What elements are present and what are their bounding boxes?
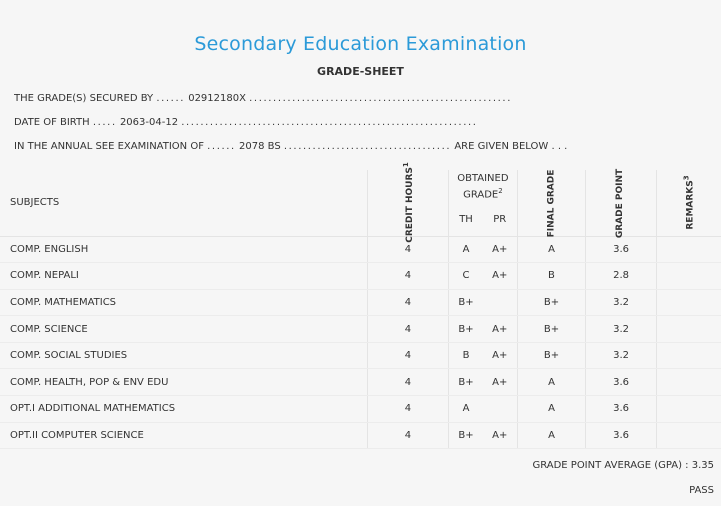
remarks-cell — [656, 396, 721, 423]
subject-cell: COMP. SCIENCE — [0, 316, 367, 343]
grade-point-cell: 3.6 — [586, 369, 656, 396]
table-row — [0, 316, 721, 343]
table-row — [0, 422, 721, 449]
th-grade-cell: B+ — [449, 422, 483, 449]
final-grade-cell: B+ — [517, 342, 586, 369]
final-grade-cell: A — [517, 369, 586, 396]
result-status: PASS — [689, 485, 714, 496]
credit-cell: 4 — [367, 263, 449, 290]
grade-point-cell: 3.6 — [586, 422, 656, 449]
table-row — [0, 289, 721, 316]
grade-point-cell: 3.6 — [586, 236, 656, 263]
th-grade-cell: B+ — [449, 316, 483, 343]
pr-header: PR — [483, 204, 517, 236]
pr-grade-cell: A+ — [483, 236, 517, 263]
page-subtitle: GRADE-SHEET — [317, 65, 404, 78]
grade-secured-label: THE GRADE(S) SECURED BY — [14, 93, 154, 104]
remarks-cell — [656, 316, 721, 343]
final-grade-cell: B — [517, 263, 586, 290]
pr-grade-cell: A+ — [483, 342, 517, 369]
pr-grade-cell: A+ — [483, 369, 517, 396]
remarks-cell — [656, 342, 721, 369]
th-grade-cell: A — [449, 236, 483, 263]
final-grade-cell: B+ — [517, 316, 586, 343]
subject-cell: OPT.II COMPUTER SCIENCE — [0, 422, 367, 449]
final-grade-cell: A — [517, 236, 586, 263]
final-grade-cell: B+ — [517, 289, 586, 316]
table-row — [0, 396, 721, 423]
grade-table — [0, 162, 721, 449]
dob-line: DATE OF BIRTH ..... 2063-04-12 .............................................................. — [14, 117, 478, 128]
subjects-header: SUBJECTS — [10, 197, 60, 209]
th-grade-cell: A — [449, 396, 483, 423]
exam-year: 2078 BS — [239, 141, 281, 152]
credit-cell: 4 — [367, 289, 449, 316]
gpa-value: 3.35 — [691, 460, 714, 471]
remarks-cell — [656, 263, 721, 290]
subject-cell: COMP. HEALTH, POP & ENV EDU — [0, 369, 367, 396]
exam-label: IN THE ANNUAL SEE EXAMINATION OF — [14, 141, 204, 152]
grade-point-cell: 2.8 — [586, 263, 656, 290]
subject-cell: COMP. ENGLISH — [0, 236, 367, 263]
remarks-cell — [656, 289, 721, 316]
credit-cell: 4 — [367, 396, 449, 423]
grade-point-header-cell — [586, 170, 656, 236]
pr-grade-cell: A+ — [483, 422, 517, 449]
final-grade-cell: A — [517, 422, 586, 449]
remarks-cell — [656, 422, 721, 449]
credit-hours-header-cell — [367, 162, 449, 244]
credit-cell: 4 — [367, 236, 449, 263]
dob-value: 2063-04-12 — [119, 117, 179, 128]
credit-cell: 4 — [367, 316, 449, 343]
subject-cell: OPT.I ADDITIONAL MATHEMATICS — [0, 396, 367, 423]
grade-point-cell: 3.2 — [586, 342, 656, 369]
subject-cell: COMP. NEPALI — [0, 263, 367, 290]
grade-point-header: GRADE POINT — [615, 168, 626, 238]
remarks-header-cell — [656, 170, 721, 236]
grade-point-cell: 3.6 — [586, 396, 656, 423]
grade-point-cell: 3.2 — [586, 316, 656, 343]
table-row — [0, 263, 721, 290]
page-title: Secondary Education Examination — [194, 33, 527, 55]
subject-cell: COMP. MATHEMATICS — [0, 289, 367, 316]
remarks-cell — [656, 369, 721, 396]
symbol-number: 02912180X — [188, 93, 246, 104]
remarks-cell — [656, 236, 721, 263]
pr-grade-cell: A+ — [483, 263, 517, 290]
final-grade-header: FINAL GRADE — [545, 169, 556, 238]
credit-cell: 4 — [367, 342, 449, 369]
remarks-header: REMARKS$^3$ — [682, 175, 696, 230]
gpa-label: GRADE POINT AVERAGE (GPA) : — [532, 460, 689, 471]
th-header: TH — [449, 204, 483, 236]
table-row — [0, 236, 721, 263]
obtained-grade-header: OBTAINED GRADE$^2$ — [449, 170, 517, 204]
pr-grade-cell — [483, 396, 517, 423]
grade-point-cell: 3.2 — [586, 289, 656, 316]
subject-cell: COMP. SOCIAL STUDIES — [0, 342, 367, 369]
table-header-top — [0, 170, 721, 204]
credit-cell: 4 — [367, 422, 449, 449]
table-row — [0, 369, 721, 396]
th-grade-cell: B+ — [449, 369, 483, 396]
final-grade-header-cell — [517, 170, 586, 236]
grade-secured-line: THE GRADE(S) SECURED BY ...... 02912180X ....................................................... — [14, 93, 512, 104]
th-grade-cell: B — [449, 342, 483, 369]
final-grade-cell: A — [517, 396, 586, 423]
credit-hours-header: CREDIT HOURS$^1$ — [401, 162, 415, 244]
given-below-text: ARE GIVEN BELOW . . . — [454, 141, 568, 152]
pr-grade-cell — [483, 289, 517, 316]
gpa-line — [532, 460, 714, 471]
exam-line: IN THE ANNUAL SEE EXAMINATION OF ...... 2078 BS ................................... ARE GIVEN BELOW . . . — [14, 141, 568, 152]
dob-label: DATE OF BIRTH — [14, 117, 90, 128]
th-grade-cell: C — [449, 263, 483, 290]
pr-grade-cell: A+ — [483, 316, 517, 343]
table-row — [0, 342, 721, 369]
credit-cell: 4 — [367, 369, 449, 396]
th-grade-cell: B+ — [449, 289, 483, 316]
